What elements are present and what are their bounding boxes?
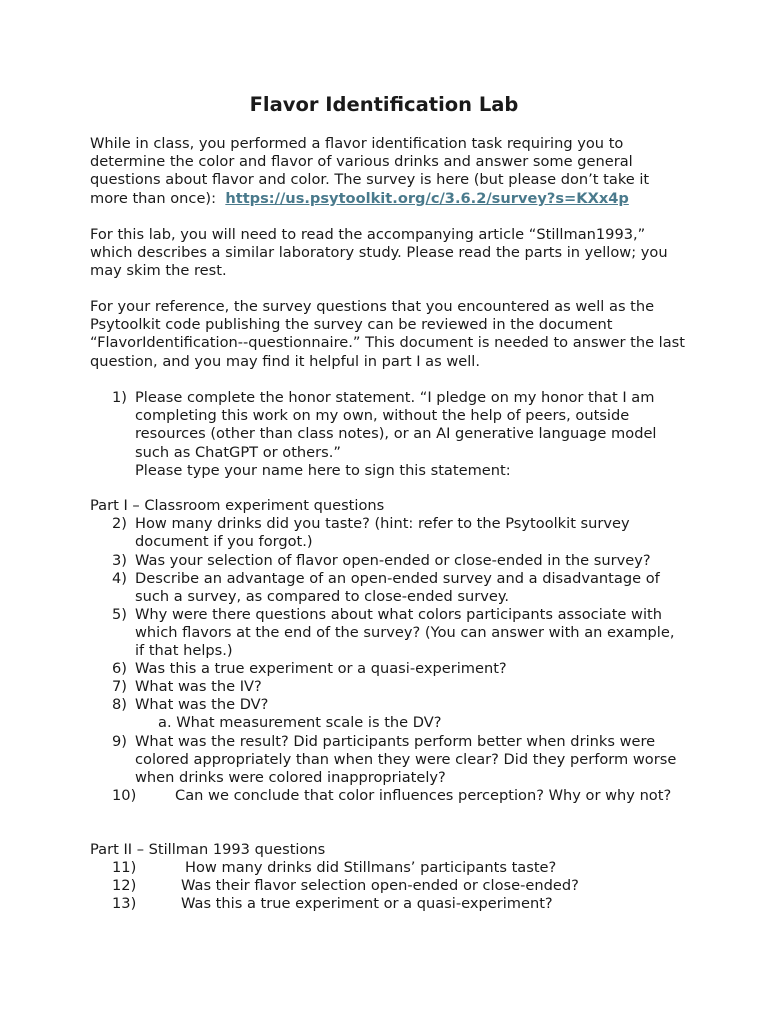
question-text: How many drinks did you taste? (hint: refer to the Psytoolkit survey document if you forgot.) [135, 515, 630, 551]
sub-item-text: What measurement scale is the DV? [176, 714, 442, 731]
intro-paragraph [90, 135, 690, 208]
question-text: What was the result? Did participants perform better when drinks were colored appropriately than when they were clear? Did they perform worse when drinks were colored inappropriately? [135, 733, 677, 787]
article-paragraph: For this lab, you will need to read the accompanying article “Stillman1993,” which describes a similar laboratory study. Please read the parts in yellow; you may skim the rest. [90, 226, 668, 280]
item-number: 8) [112, 696, 127, 713]
question-text: Was this a true experiment or a quasi-experiment? [135, 660, 507, 677]
question-text: Was this a true experiment or a quasi-experiment? [181, 895, 553, 912]
item-number: 2) [112, 515, 127, 532]
question-text: Was their flavor selection open-ended or close-ended? [181, 877, 579, 894]
page-title: Flavor Identification Lab [249, 93, 519, 116]
sub-item [158, 714, 442, 732]
item-number: 5) [112, 606, 127, 623]
question-text: Describe an advantage of an open-ended survey and a disadvantage of such a survey, as compared to close-ended survey. [135, 570, 660, 606]
item-number: 12) [112, 877, 137, 894]
question-text: Why were there questions about what colors participants associate with which flavors at the end of the survey? (You can answer with an example, if that helps.) [135, 606, 675, 660]
sign-instruction: Please type your name here to sign this statement: [135, 461, 511, 479]
question-text: How many drinks did Stillmans’ participants taste? [185, 859, 557, 876]
question-text: What was the IV? [135, 678, 262, 695]
question-text: Was your selection of flavor open-ended or close-ended in the survey? [135, 552, 651, 569]
reference-paragraph: For your reference, the survey questions that you encountered as well as the Psytoolkit code publishing the survey can be reviewed in the document “FlavorIdentification--questionnaire.” This document is needed to answer the last question, and you may find it helpful in part I as well. [90, 298, 686, 370]
intro-text: While in class, you performed a flavor identification task requiring you to determine the color and flavor of various drinks and answer some general questions about flavor and color. The survey is here (but please don’t take it more than once): [90, 135, 650, 207]
item-number: 6) [112, 660, 127, 677]
question-text-content: Can we conclude that color influences perception? Why or why not? [175, 787, 672, 804]
item-number: 3) [112, 552, 127, 569]
question-text [135, 787, 685, 805]
item-number: 9) [112, 733, 127, 750]
honor-statement: Please complete the honor statement. “I pledge on my honor that I am completing this work on my own, without the help of peers, outside resources (other than class notes), or an AI generative language model such as ChatGPT or others.” [135, 389, 657, 461]
item-number: 7) [112, 678, 127, 695]
question-text: What was the DV? [135, 696, 269, 713]
sub-item-letter: a. [158, 714, 172, 731]
item-number: 1) [112, 389, 127, 406]
part-1-heading: Part I – Classroom experiment questions [90, 497, 385, 514]
item-number: 4) [112, 570, 127, 587]
item-number: 13) [112, 895, 137, 912]
part-2-heading: Part II – Stillman 1993 questions [90, 841, 326, 858]
item-number: 11) [112, 859, 137, 876]
item-number: 10) [112, 787, 137, 804]
survey-link[interactable]: https://us.psytoolkit.org/c/3.6.2/survey?s=KXx4p [225, 189, 629, 207]
